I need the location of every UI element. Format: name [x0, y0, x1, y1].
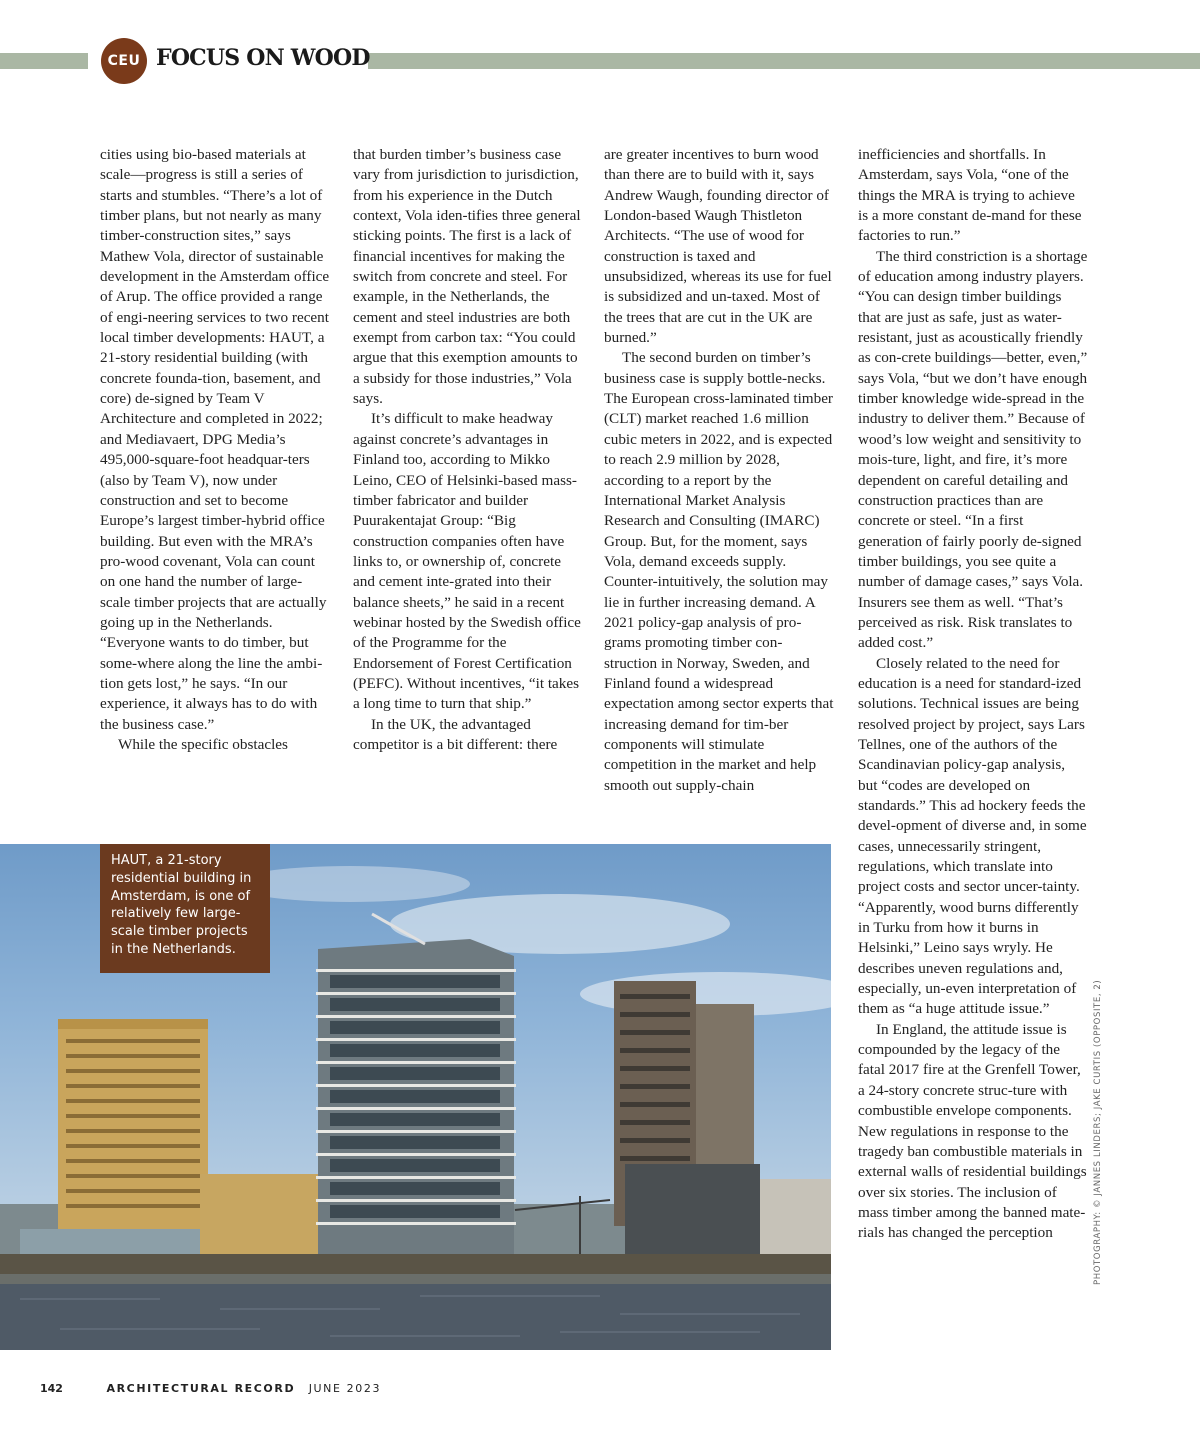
paragraph: that burden timber’s business case vary from jurisdiction to jurisdiction, from his experience in the Dutch context, Vola iden-tifies three general sticking points. The first is a lack of financial incentives for making the switch from concrete and steel. For example, in the Netherlands, the cement and steel industries are both exempt from carbon tax: “You could argue that this exemption amounts to a subsidy for those industries,” Vola says.: [353, 146, 581, 408]
section-title: FOCUS ON WOOD: [156, 45, 370, 71]
header-rule-right: [368, 53, 1200, 69]
page-number: 142: [40, 1382, 63, 1395]
paragraph: In England, the attitude issue is compounded by the legacy of the fatal 2017 fire at the Grenfell Tower, a 24-story concrete struc-ture with combustible envelope components. New regulations in response to the tragedy ban combustible materials in external walls of residential buildings over six stories. The inclusion of mass timber among the banned mate-rials has changed the perception: [858, 1020, 1087, 1242]
paragraph: In the UK, the advantaged competitor is a bit different: there: [353, 715, 558, 753]
header-rule-left: [0, 53, 88, 69]
ceu-badge: CEU: [101, 38, 147, 84]
paragraph: The third constriction is a shortage of education among industry players. “You can design timber buildings that are just as safe, just as water-resistant, just as acoustically friendly as con-crete buildings—better, even,” says Vola, “but we don’t have enough timber knowledge wide-spread in the industry to deliver them.” Because of wood’s low weight and sensitivity to mois-ture, light, and fire, it’s more dependent on careful detailing and construction practices than are concrete or steel. “In a first generation of fairly poorly de-signed timber buildings, you see quite a number of damage cases,” says Vola. Insurers see them as well. “That’s perceived as risk. Risk translates to added cost.”: [858, 247, 1088, 652]
text-column-2: [353, 145, 583, 755]
paragraph: It’s difficult to make headway against concrete’s advantages in Finland too, according to Mikko Leino, CEO of Helsinki-based mass-timber fabricator and builder Puurakentajat Group: “Big construction companies often have links to, or ownership of, concrete and cement inte-grated into their balance sheets,” he said in a recent webinar hosted by the Swedish office of the Programme for the Endorsement of Forest Certification (PEFC). Without incentives, “it takes a long time to turn that ship.”: [353, 410, 581, 713]
text-column-1: [100, 145, 330, 755]
paragraph: are greater incentives to burn wood than there are to build with it, says Andrew Waugh, founding director of London-based Waugh Thistleton Architects. “The use of wood for construction is taxed and unsubsidized, whereas its use for fuel is subsidized and un-taxed. Most of the trees that are cut in the UK are burned.”: [604, 146, 832, 347]
issue-date: JUNE 2023: [308, 1382, 382, 1395]
paragraph: inefficiencies and shortfalls. In Amsterdam, says Vola, “one of the things the MRA is trying to achieve is a more constant de-mand for these factories to run.”: [858, 146, 1082, 245]
text-column-3: [604, 145, 834, 796]
paragraph: cities using bio-based materials at scale—progress is still a series of starts and stumbles. “There’s a lot of timber plans, but not nearly as many timber-construction sites,” says Mathew Vola, director of sustainable development in the Amsterdam office of Arup. The office provided a range of engi-neering services to two recent local timber developments: HAUT, a 21-story residential building (with concrete founda-tion, basement, and core) de-signed by Team V Architecture and completed in 2022; and Mediavaert, DPG Media’s 495,000-square-foot headquar-ters (also by Team V), now under construction and set to become Europe’s largest timber-hybrid office building. But even with the MRA’s pro-wood covenant, Vola can count on one hand the number of large-scale timber projects that are actually going up in the Netherlands. “Everyone wants to do timber, but some-where along the line the ambi-tion gets lost,” he says. “In our experience, it always has to do with the business case.”: [100, 146, 330, 733]
photo-caption: HAUT, a 21-story residential building in Amsterdam, is one of relatively few large-scale timber projects in the Netherlands.: [100, 844, 270, 973]
photo-credit: PHOTOGRAPHY: © JANNES LINDERS; JAKE CURTIS (OPPOSITE, 2): [1093, 979, 1103, 1285]
paragraph: The second burden on timber’s business case is supply bottle-necks. The European cross-laminated timber (CLT) market reached 1.6 million cubic meters in 2022, and is expected to reach 2.9 million by 2028, according to a report by the International Market Analysis Research and Consulting (IMARC) Group. But, for the moment, says Vola, demand exceeds supply. Counter-intuitively, the solution may lie in further increasing demand. A 2021 policy-gap analysis of pro-grams promoting timber con-struction in Norway, Sweden, and Finland found a widespread expectation among sector experts that increasing demand for tim-ber components will stimulate competition in the market and help smooth out supply-chain: [604, 349, 834, 794]
publication-name: ARCHITECTURAL RECORD: [106, 1382, 296, 1395]
paragraph: Closely related to the need for education is a need for standard-ized solutions. Technical issues are being resolved project by project, says Lars Tellnes, one of the authors of the Scandinavian policy-gap analysis, but “codes are developed on standards.” This ad hockery feeds the devel-opment of diverse and, in some cases, unnecessarily stringent, regulations, which translate into project costs and sector uncer-tainty. “Apparently, wood burns differently in Turku from how it burns in Helsinki,” Leino says wryly. He describes uneven regulations and, especially, un-even interpretation of them as “a huge attitude issue.”: [858, 654, 1087, 1018]
text-column-4: [858, 145, 1088, 1244]
page-footer: [40, 1382, 381, 1395]
paragraph: While the specific obstacles: [118, 735, 288, 753]
